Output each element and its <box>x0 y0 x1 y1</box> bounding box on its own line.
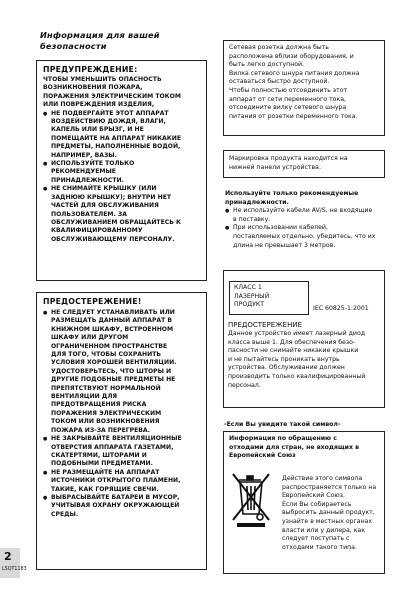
symbol-heading: -Если Вы увидите такой символ- <box>224 421 341 428</box>
caution-box <box>36 292 207 570</box>
laser-class-label: КЛАСС 1 ЛАЗЕРНЫЙ ПРОДУКТ <box>229 281 309 315</box>
accessories-section <box>225 190 390 250</box>
accessories-heading: Используйте только рекомендуемые принадлежности. <box>225 190 359 206</box>
list-item: ● НЕ СНИМАЙТЕ КРЫШКУ (ИЛИ ЗАДНЮЮ КРЫШКУ); ВНУТРИ НЕТ ЧАСТЕЙ ДЛЯ ОБСЛУЖИВАНИЯ ПОЛЬЗОВАТЕЛЕМ. ЗА ОБСЛУЖИВАНИЕМ ОБРАЩАЙТЕСЬ К КВАЛИФИЦИРОВАННОМУ ОБСЛУЖИВАЮЩЕМУ ПЕРСОНАЛУ. <box>43 185 201 244</box>
list-item: ● НЕ ЗАКРЫВАЙТЕ ВЕНТИЛЯЦИОННЫЕ ОТВЕРСТИЯ АППАРАТА ГАЗЕТАМИ, СКАТЕРТЯМИ, ШТОРАМИ И ПОДОБНЫМИ ПРЕДМЕТАМИ. <box>43 435 201 469</box>
section-title: Информация для вашей безопасности <box>40 30 160 51</box>
caution-heading: ПРЕДОСТЕРЕЖЕНИЕ! <box>43 297 142 306</box>
caution-list <box>43 309 201 519</box>
crossed-bin-icon <box>229 470 275 528</box>
list-item: ● При использовании кабелей, поставляемых отдельно, убедитесь, что их длина не превышает 3 метров. <box>225 224 390 250</box>
list-item: ● НЕ СЛЕДУЕТ УСТАНАВЛИВАТЬ ИЛИ РАЗМЕЩАТЬ ДАННЫЙ АППАРАТ В КНИЖНОМ ШКАФУ, ВСТРОЕННОМ ШКАФУ ИЛИ ДРУГОМ ОГРАНИЧЕННОМ ПРОСТРАНСТВЕ ДЛЯ ТОГО, ЧТОБЫ СОХРАНИТЬ УСЛОВИЯ ХОРОШЕЙ ВЕНТИЛЯЦИИ. УДОСТОВЕРЬТЕСЬ, ЧТО ШТОРЫ И ДРУГИЕ ПОДОБНЫЕ ПРЕДМЕТЫ НЕ ПРЕПЯТСТВУЮТ НОРМАЛЬНОЙ ВЕНТИЛЯЦИИ ДЛЯ ПРЕДОТВРАЩЕНИЯ РИСКА ПОРАЖЕНИЯ ЭЛЕКТРИЧЕСКИМ ТОКОМ ИЛИ ВОЗНИКНОВЕНИЯ ПОЖАРА ИЗ-ЗА ПЕРЕГРЕВА. <box>43 309 201 435</box>
warning-intro: ЧТОБЫ УМЕНЬШИТЬ ОПАСНОСТЬ ВОЗНИКНОВЕНИЯ ПОЖАРА, ПОРАЖЕНИЯ ЭЛЕКТРИЧЕСКИМ ТОКОМ ИЛИ ПОВРЕЖДЕНИЯ ИЗДЕЛИЯ, <box>43 76 181 109</box>
list-item: ● ИСПОЛЬЗУЙТЕ ТОЛЬКО РЕКОМЕНДУЕМЫЕ ПРИНАДЛЕЖНОСТИ. <box>43 160 201 185</box>
laser-caution-heading: ПРЕДОСТЕРЕЖЕНИЕ <box>228 321 303 329</box>
list-item: ● Не используйте кабели AV/S, не входящие в поставку. <box>225 207 390 224</box>
list-item: ● НЕ РАЗМЕЩАЙТЕ НА АППАРАТ ИСТОЧНИКИ ОТКРЫТОГО ПЛАМЕНИ, ТАКИЕ, КАК ГОРЯЩИЕ СВЕЧИ. <box>43 469 201 494</box>
laser-standard: IEC 60825-1:2001 <box>313 305 369 312</box>
list-item: ● ВЫБРАСЫВАЙТЕ БАТАРЕИ В МУСОР, УЧИТЫВАЯ ОХРАНУ ОКРУЖАЮЩЕЙ СРЕДЫ. <box>43 494 201 519</box>
list-item: ● НЕ ПОДВЕРГАЙТЕ ЭТОТ АППАРАТ ВОЗДЕЙСТВИЮ ДОЖДЯ, ВЛАГИ, КАПЕЛЬ ИЛИ БРЫЗГ, И НЕ ПОМЕЩАЙТЕ НА АППАРАТ НИКАКИЕ ПРЕДМЕТЫ, НАПОЛНЕННЫЕ ВОДОЙ, НАПРИМЕР, ВАЗЫ. <box>43 110 201 160</box>
marking-note-box: Маркировка продукта находится на нижней панели устройства. <box>223 150 385 178</box>
page-number: 2 <box>4 550 12 563</box>
warning-heading: ПРЕДУПРЕЖДЕНИЕ: <box>43 65 138 74</box>
laser-caution: ПРЕДОСТЕРЕЖЕНИЕ Данное устройство имеет лазерный диод класса выше 1. Для обеспечения безо- пасности не снимайте никакие крышки и не пытайтесь проникать внутрь устройства. Обслуживание должен производить только квалифицированный персонал. <box>228 320 384 390</box>
warning-box <box>36 60 207 281</box>
warning-list <box>43 110 201 245</box>
disposal-heading: Информация по обращению с отходами для стран, не входящих в Европейский Союз <box>229 435 360 460</box>
socket-note-box: Сетевая розетка должна быть расположена вблизи оборудования, и быть легко доступной. Вилка сетевого шнура питания должна оставаться быстро доступной. Чтобы полностью отсоединить этот аппарат от сети переменного тока, отсоедините вилку сетевого шнура питания от розетки переменного тока. <box>223 40 385 136</box>
doc-code: LSQT1183 <box>2 567 27 572</box>
disposal-text: Действие этого символа распространяется только на Европейский Союз. Если Вы собираетесь выбросить данный продукт, узнайте в местных органах власти или у дилера, как следует поступать с отходами такого типа. <box>282 475 377 551</box>
accessories-list <box>225 207 390 250</box>
